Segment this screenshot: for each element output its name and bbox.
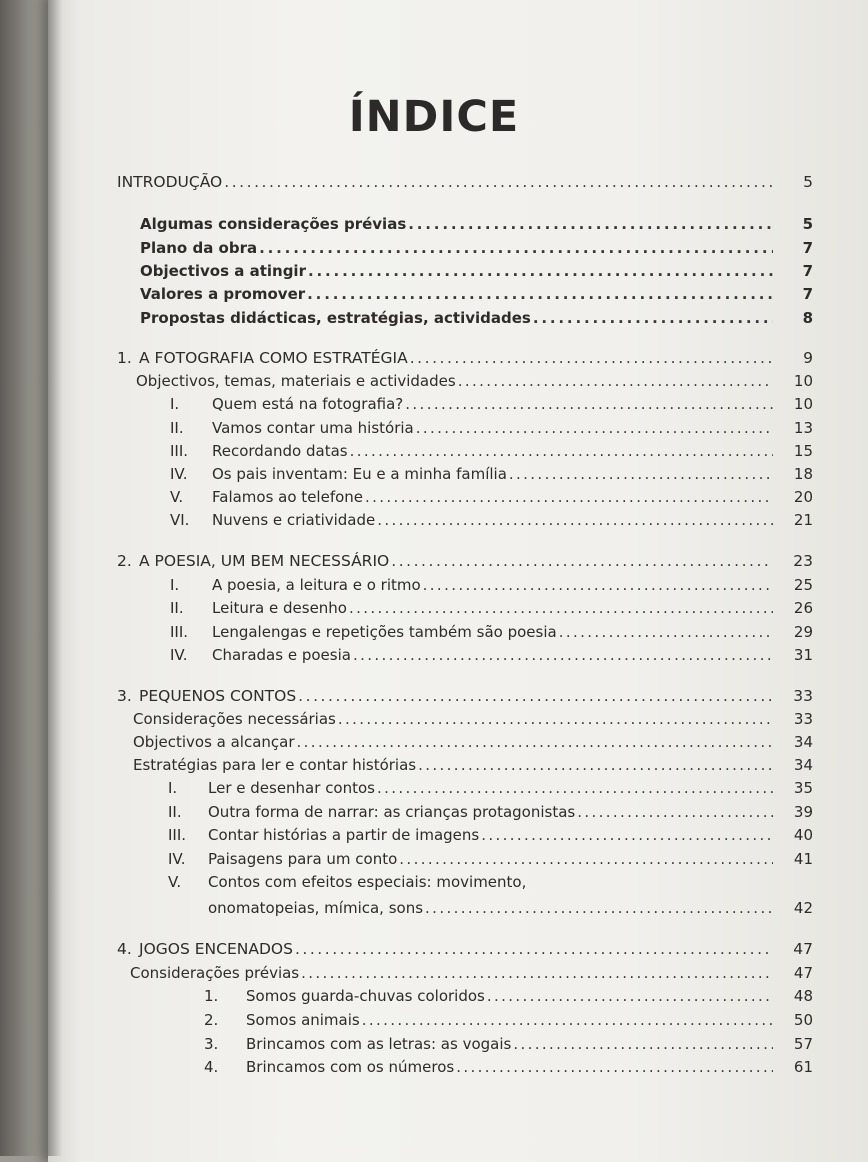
- page-number: 33: [793, 710, 813, 728]
- toc-entry: [130, 961, 813, 985]
- leader-dots: [399, 847, 773, 871]
- toc-entry: [170, 508, 813, 532]
- toc-entry-introduction: [117, 170, 813, 194]
- leader-dots: [487, 984, 773, 1008]
- toc-entry: [140, 236, 813, 260]
- page-number: 5: [803, 173, 813, 191]
- leader-dots: [418, 753, 773, 777]
- toc-entry: [136, 369, 813, 393]
- toc-section-4: [117, 937, 813, 961]
- entry-label-continuation: onomatopeias, mímica, sons: [208, 899, 424, 917]
- item-numeral: IV.: [170, 646, 188, 664]
- page-number: 31: [793, 646, 813, 664]
- toc-section-2: [117, 549, 813, 573]
- entry-label: Objectivos a atingir: [140, 262, 306, 280]
- entry-label: Vamos contar uma história: [212, 419, 414, 437]
- entry-label: PEQUENOS CONTOS: [139, 687, 297, 705]
- entry-label: Falamos ao telefone: [212, 488, 364, 506]
- leader-dots: [301, 961, 773, 985]
- entry-label: A POESIA, UM BEM NECESSÁRIO: [139, 552, 390, 570]
- page-number: 7: [802, 262, 813, 280]
- toc-entry: [170, 573, 813, 597]
- leader-dots: [349, 596, 773, 620]
- leader-dots: [533, 306, 773, 330]
- leader-dots: [509, 462, 773, 486]
- entry-label: Somos guarda-chuvas coloridos: [246, 987, 485, 1005]
- entry-label: Valores a promover: [140, 285, 306, 303]
- entry-label: Objectivos a alcançar: [133, 733, 295, 751]
- toc-entry: [170, 485, 813, 509]
- entry-label: Nuvens e criatividade: [212, 511, 376, 529]
- toc-section-3: [117, 684, 813, 708]
- leader-dots: [377, 776, 773, 800]
- item-numeral: 2.: [204, 1011, 219, 1029]
- entry-label: Recordando datas: [212, 442, 348, 460]
- toc-entry: [168, 776, 813, 800]
- leader-dots: [391, 549, 773, 573]
- item-numeral: V.: [170, 488, 184, 506]
- page-title: ÍNDICE: [348, 92, 520, 142]
- leader-dots: [458, 369, 773, 393]
- leader-dots: [338, 707, 773, 731]
- page-number: 34: [793, 733, 813, 751]
- leader-dots: [416, 416, 773, 440]
- page-number: 13: [793, 419, 813, 437]
- leader-dots: [353, 643, 773, 667]
- toc-entry: [204, 1008, 813, 1032]
- section-number: 4.: [117, 940, 132, 958]
- entry-label: Propostas didácticas, estratégias, actividades: [140, 309, 531, 327]
- item-numeral: II.: [170, 599, 184, 617]
- leader-dots: [308, 259, 773, 283]
- page-number: 10: [793, 395, 813, 413]
- toc-entry: [140, 306, 813, 330]
- toc-entry: [204, 984, 813, 1008]
- page-number: 33: [793, 687, 813, 705]
- item-numeral: III.: [170, 623, 189, 641]
- leader-dots: [350, 439, 773, 463]
- page-number: 47: [793, 964, 813, 982]
- page-number: 21: [793, 511, 813, 529]
- leader-dots: [297, 730, 773, 754]
- page-number: 47: [793, 940, 813, 958]
- item-numeral: III.: [170, 442, 189, 460]
- toc-entry: [170, 462, 813, 486]
- leader-dots: [559, 620, 773, 644]
- toc-entry: [133, 707, 813, 731]
- leader-dots: [405, 392, 773, 416]
- entry-label: INTRODUÇÃO: [117, 173, 223, 191]
- section-number: 3.: [117, 687, 132, 705]
- page-number: 10: [793, 372, 813, 390]
- toc-entry: [140, 282, 813, 306]
- page-number: 26: [793, 599, 813, 617]
- leader-dots: [423, 573, 773, 597]
- entry-label: Brincamos com os números: [246, 1058, 455, 1076]
- entry-label: Os pais inventam: Eu e a minha família: [212, 465, 507, 483]
- entry-label: Leitura e desenho: [212, 599, 347, 617]
- toc-entry: [170, 416, 813, 440]
- entry-label: Considerações necessárias: [133, 710, 336, 728]
- leader-dots: [307, 282, 773, 306]
- entry-label: Quem está na fotografia?: [212, 395, 404, 413]
- entry-label: Charadas e poesia: [212, 646, 351, 664]
- item-numeral: II.: [168, 803, 182, 821]
- toc-entry: [168, 800, 813, 824]
- item-numeral: I.: [170, 576, 180, 594]
- page-number: 48: [793, 987, 813, 1005]
- page-number: 7: [802, 285, 813, 303]
- entry-label: Contos com efeitos especiais: movimento,: [208, 873, 527, 891]
- toc-entry: [170, 596, 813, 620]
- item-numeral: 4.: [204, 1058, 219, 1076]
- toc-entry: [170, 392, 813, 416]
- toc-entry: [168, 847, 813, 871]
- toc-entry: [170, 643, 813, 667]
- leader-dots: [577, 800, 773, 824]
- page-number: 20: [793, 488, 813, 506]
- page-number: 5: [802, 215, 813, 233]
- page-number: 18: [793, 465, 813, 483]
- page-number: 40: [793, 826, 813, 844]
- page-gutter-shadow: [48, 0, 62, 1156]
- leader-dots: [410, 346, 773, 370]
- leader-dots: [425, 896, 773, 920]
- leader-dots: [513, 1032, 773, 1056]
- entry-label: JOGOS ENCENADOS: [139, 940, 293, 958]
- leader-dots: [481, 823, 773, 847]
- toc-entry: [133, 753, 813, 777]
- entry-label: Outra forma de narrar: as crianças protagonistas: [208, 803, 576, 821]
- toc-entry: [140, 259, 813, 283]
- toc-entry: [170, 620, 813, 644]
- page-number: 9: [803, 349, 813, 367]
- page-number: 50: [793, 1011, 813, 1029]
- item-numeral: 1.: [204, 987, 219, 1005]
- page-number: 23: [793, 552, 813, 570]
- leader-dots: [377, 508, 773, 532]
- item-numeral: 3.: [204, 1035, 219, 1053]
- toc-entry: [204, 1032, 813, 1056]
- toc-entry: [170, 439, 813, 463]
- toc-section-1: [117, 346, 813, 370]
- item-numeral: I.: [170, 395, 180, 413]
- entry-label: Somos animais: [246, 1011, 360, 1029]
- entry-label: Objectivos, temas, materiais e actividades: [136, 372, 456, 390]
- entry-label: Plano da obra: [140, 239, 258, 257]
- leader-dots: [408, 212, 773, 236]
- toc-entry: [133, 730, 813, 754]
- page-number: 7: [802, 239, 813, 257]
- page-number: 25: [793, 576, 813, 594]
- entry-label: Contar histórias a partir de imagens: [208, 826, 480, 844]
- entry-label: Considerações prévias: [130, 964, 300, 982]
- leader-dots: [456, 1055, 773, 1079]
- page-number: 41: [793, 850, 813, 868]
- page-number: 61: [793, 1058, 813, 1076]
- page-number: 34: [793, 756, 813, 774]
- item-numeral: III.: [168, 826, 187, 844]
- toc-entry: [208, 896, 813, 920]
- item-numeral: IV.: [170, 465, 188, 483]
- entry-label: A FOTOGRAFIA COMO ESTRATÉGIA: [139, 349, 408, 367]
- page-number: 35: [793, 779, 813, 797]
- entry-label: Estratégias para ler e contar histórias: [133, 756, 417, 774]
- section-number: 2.: [117, 552, 132, 570]
- entry-label: Brincamos com as letras: as vogais: [246, 1035, 512, 1053]
- item-numeral: V.: [168, 873, 182, 891]
- page-number: 15: [793, 442, 813, 460]
- page-number: 39: [793, 803, 813, 821]
- toc-entry: [204, 1055, 813, 1079]
- page-number: 29: [793, 623, 813, 641]
- leader-dots: [362, 1008, 773, 1032]
- leader-dots: [365, 485, 773, 509]
- entry-label: A poesia, a leitura e o ritmo: [212, 576, 421, 594]
- item-numeral: VI.: [170, 511, 190, 529]
- item-numeral: I.: [168, 779, 178, 797]
- entry-label: Paisagens para um conto: [208, 850, 398, 868]
- leader-dots: [298, 684, 773, 708]
- entry-label: Lengalengas e repetições também são poesia: [212, 623, 557, 641]
- item-numeral: IV.: [168, 850, 186, 868]
- leader-dots: [224, 170, 773, 194]
- item-numeral: II.: [170, 419, 184, 437]
- toc-entry-first-line: [168, 870, 526, 894]
- page-number: 8: [802, 309, 813, 327]
- page-number: 42: [793, 899, 813, 917]
- page-number: 57: [793, 1035, 813, 1053]
- leader-dots: [259, 236, 773, 260]
- toc-entry: [140, 212, 813, 236]
- entry-label: Ler e desenhar contos: [208, 779, 375, 797]
- toc-entry: [168, 823, 813, 847]
- leader-dots: [295, 937, 773, 961]
- entry-label: Algumas considerações prévias: [140, 215, 407, 233]
- section-number: 1.: [117, 349, 132, 367]
